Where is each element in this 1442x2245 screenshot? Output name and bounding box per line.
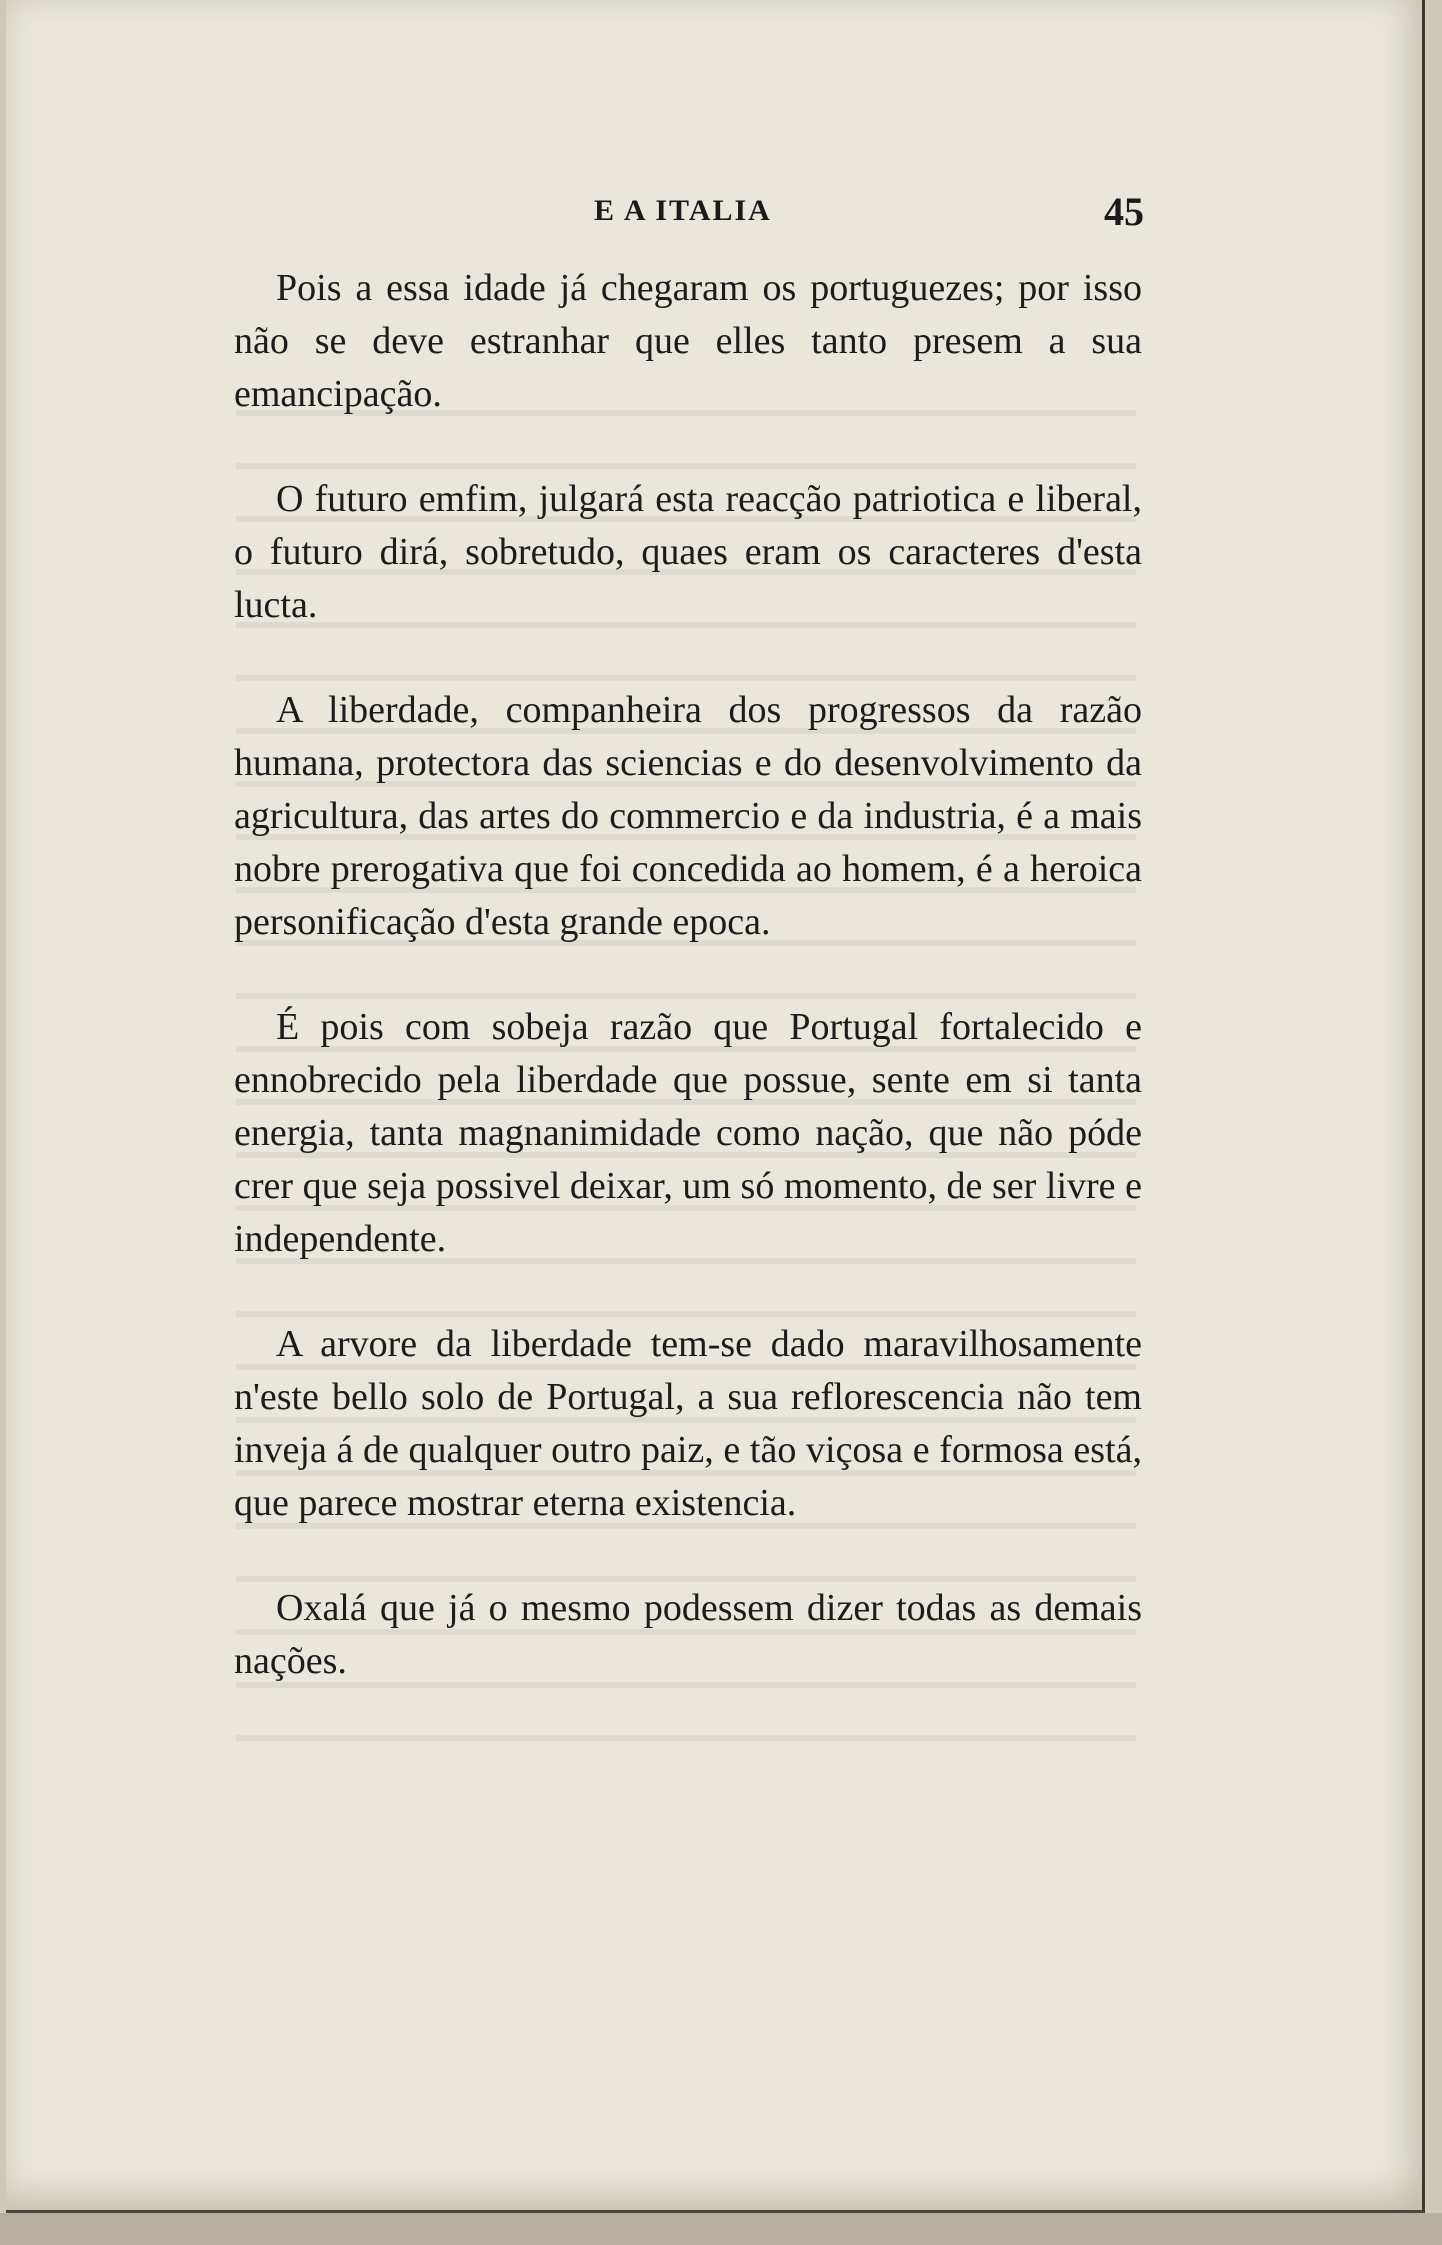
paragraph: O futuro emfim, julgará esta reacção patriotica e liberal, o futuro dirá, sobretudo, quaes eram os caracteres d'esta lucta.	[234, 478, 1142, 626]
page-number: 45	[1104, 189, 1144, 234]
book-page	[6, 0, 1425, 2213]
paragraph: Pois a essa idade já chegaram os portuguezes; por isso não se deve estranhar que elles tanto presem a sua emancipação.	[234, 267, 1142, 415]
paragraph: Oxalá que já o mesmo podessem dizer todas as demais nações.	[234, 1587, 1142, 1682]
paragraph: A arvore da liberdade tem-se dado maravilhosamente n'este bello solo de Portugal, a sua reflorescencia não tem inveja á de qualquer outro paiz, e tão viçosa e formosa está, que parece mostrar eterna existencia.	[234, 1323, 1142, 1524]
page-bottom-edge	[0, 2213, 1442, 2245]
page-body	[234, 262, 1142, 1740]
paragraph: É pois com sobeja razão que Portugal fortalecido e ennobrecido pela liberdade que possue, sente em si tanta energia, tanta magnanimidade como nação, que não póde crer que seja possivel deixar, um só momento, de ser livre e independente.	[234, 1006, 1142, 1260]
running-title: E A ITALIA	[594, 194, 772, 227]
paragraph: A liberdade, companheira dos progressos da razão humana, protectora das sciencias e do desenvolvimento da agricultura, das artes do commercio e da industria, é a mais nobre prerogativa que foi concedida ao homem, é a heroica personificação d'esta grande epoca.	[234, 689, 1142, 943]
page-header	[236, 188, 1146, 238]
